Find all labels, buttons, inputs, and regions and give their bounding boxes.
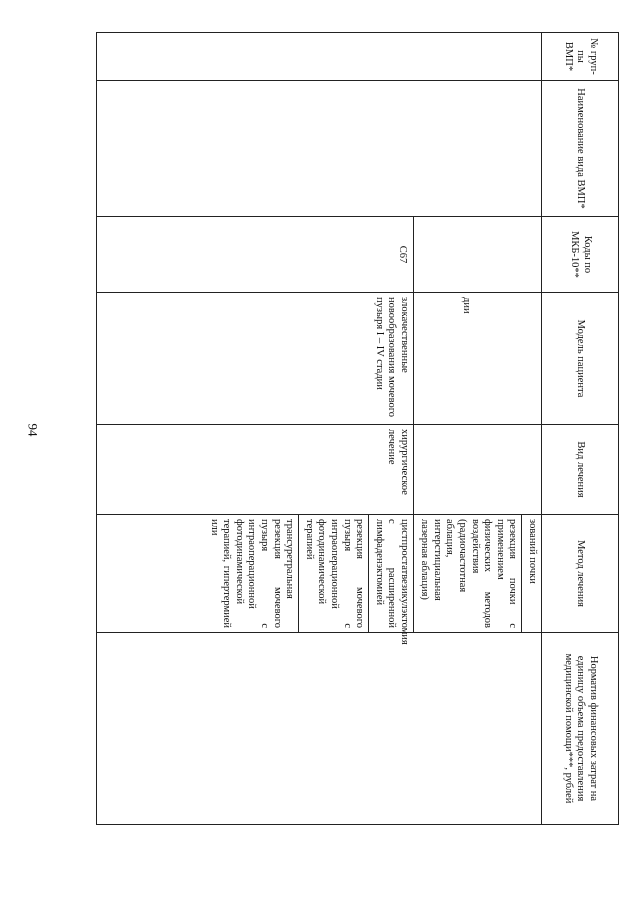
method-item: зований почки bbox=[521, 515, 541, 632]
cell-mkb-code bbox=[97, 217, 414, 293]
cell-treatment-method bbox=[97, 515, 414, 645]
header-norm-cost: Норматив финансовых затрат на единицу объема предоставления медицинской помощи***, рублей bbox=[542, 633, 619, 825]
cell-treatment-method bbox=[414, 515, 542, 633]
cell-patient-model bbox=[414, 293, 542, 425]
treatment-type-text: хирургическое лечение bbox=[386, 429, 410, 495]
header-mkb-codes: Коды по МКБ-10** bbox=[542, 217, 619, 293]
header-treatment-method: Метод лечения bbox=[542, 515, 619, 633]
patient-model-text: злокачественные новообразования мочевого пузыря I – IV стадии bbox=[373, 297, 410, 418]
mkb-code-text: C67 bbox=[397, 245, 408, 264]
header-group-no: № груп-пы ВМП* bbox=[542, 33, 619, 81]
page-number: 94 bbox=[25, 423, 41, 437]
table-row bbox=[414, 33, 542, 825]
method-item: резекция почки с применением физических методов воздействия (радиочастотная аблация, интерстициальная лазерная аблация) bbox=[419, 519, 519, 628]
cell-mkb-code bbox=[414, 217, 542, 293]
header-vmp-name: Наименование вида ВМП* bbox=[542, 81, 619, 217]
vmp-table bbox=[96, 32, 619, 825]
cell-group-no bbox=[97, 33, 542, 81]
header-row bbox=[542, 33, 619, 825]
header-patient-model: Модель пациента bbox=[542, 293, 619, 425]
header-treatment-type: Вид лечения bbox=[542, 425, 619, 515]
method-item: резекция мочевого пузыря с интраоперационной фотодинамической терапией bbox=[298, 515, 368, 632]
cell-norm-cost bbox=[97, 633, 542, 825]
method-item: трансуретральная резекция мочевого пузыря с интраоперационной фотодинамической терапией, гипертермией или bbox=[208, 519, 296, 628]
cell-treatment-type bbox=[414, 425, 542, 515]
table-container bbox=[96, 32, 619, 824]
cell-treatment-type bbox=[97, 425, 414, 515]
cell-vmp-name bbox=[97, 81, 542, 217]
cell-patient-model bbox=[97, 293, 414, 425]
method-item: цистпростатвезикулэктомия с расширенной лимфаденэктомией bbox=[368, 515, 413, 632]
patient-model-text: дии bbox=[461, 297, 472, 314]
